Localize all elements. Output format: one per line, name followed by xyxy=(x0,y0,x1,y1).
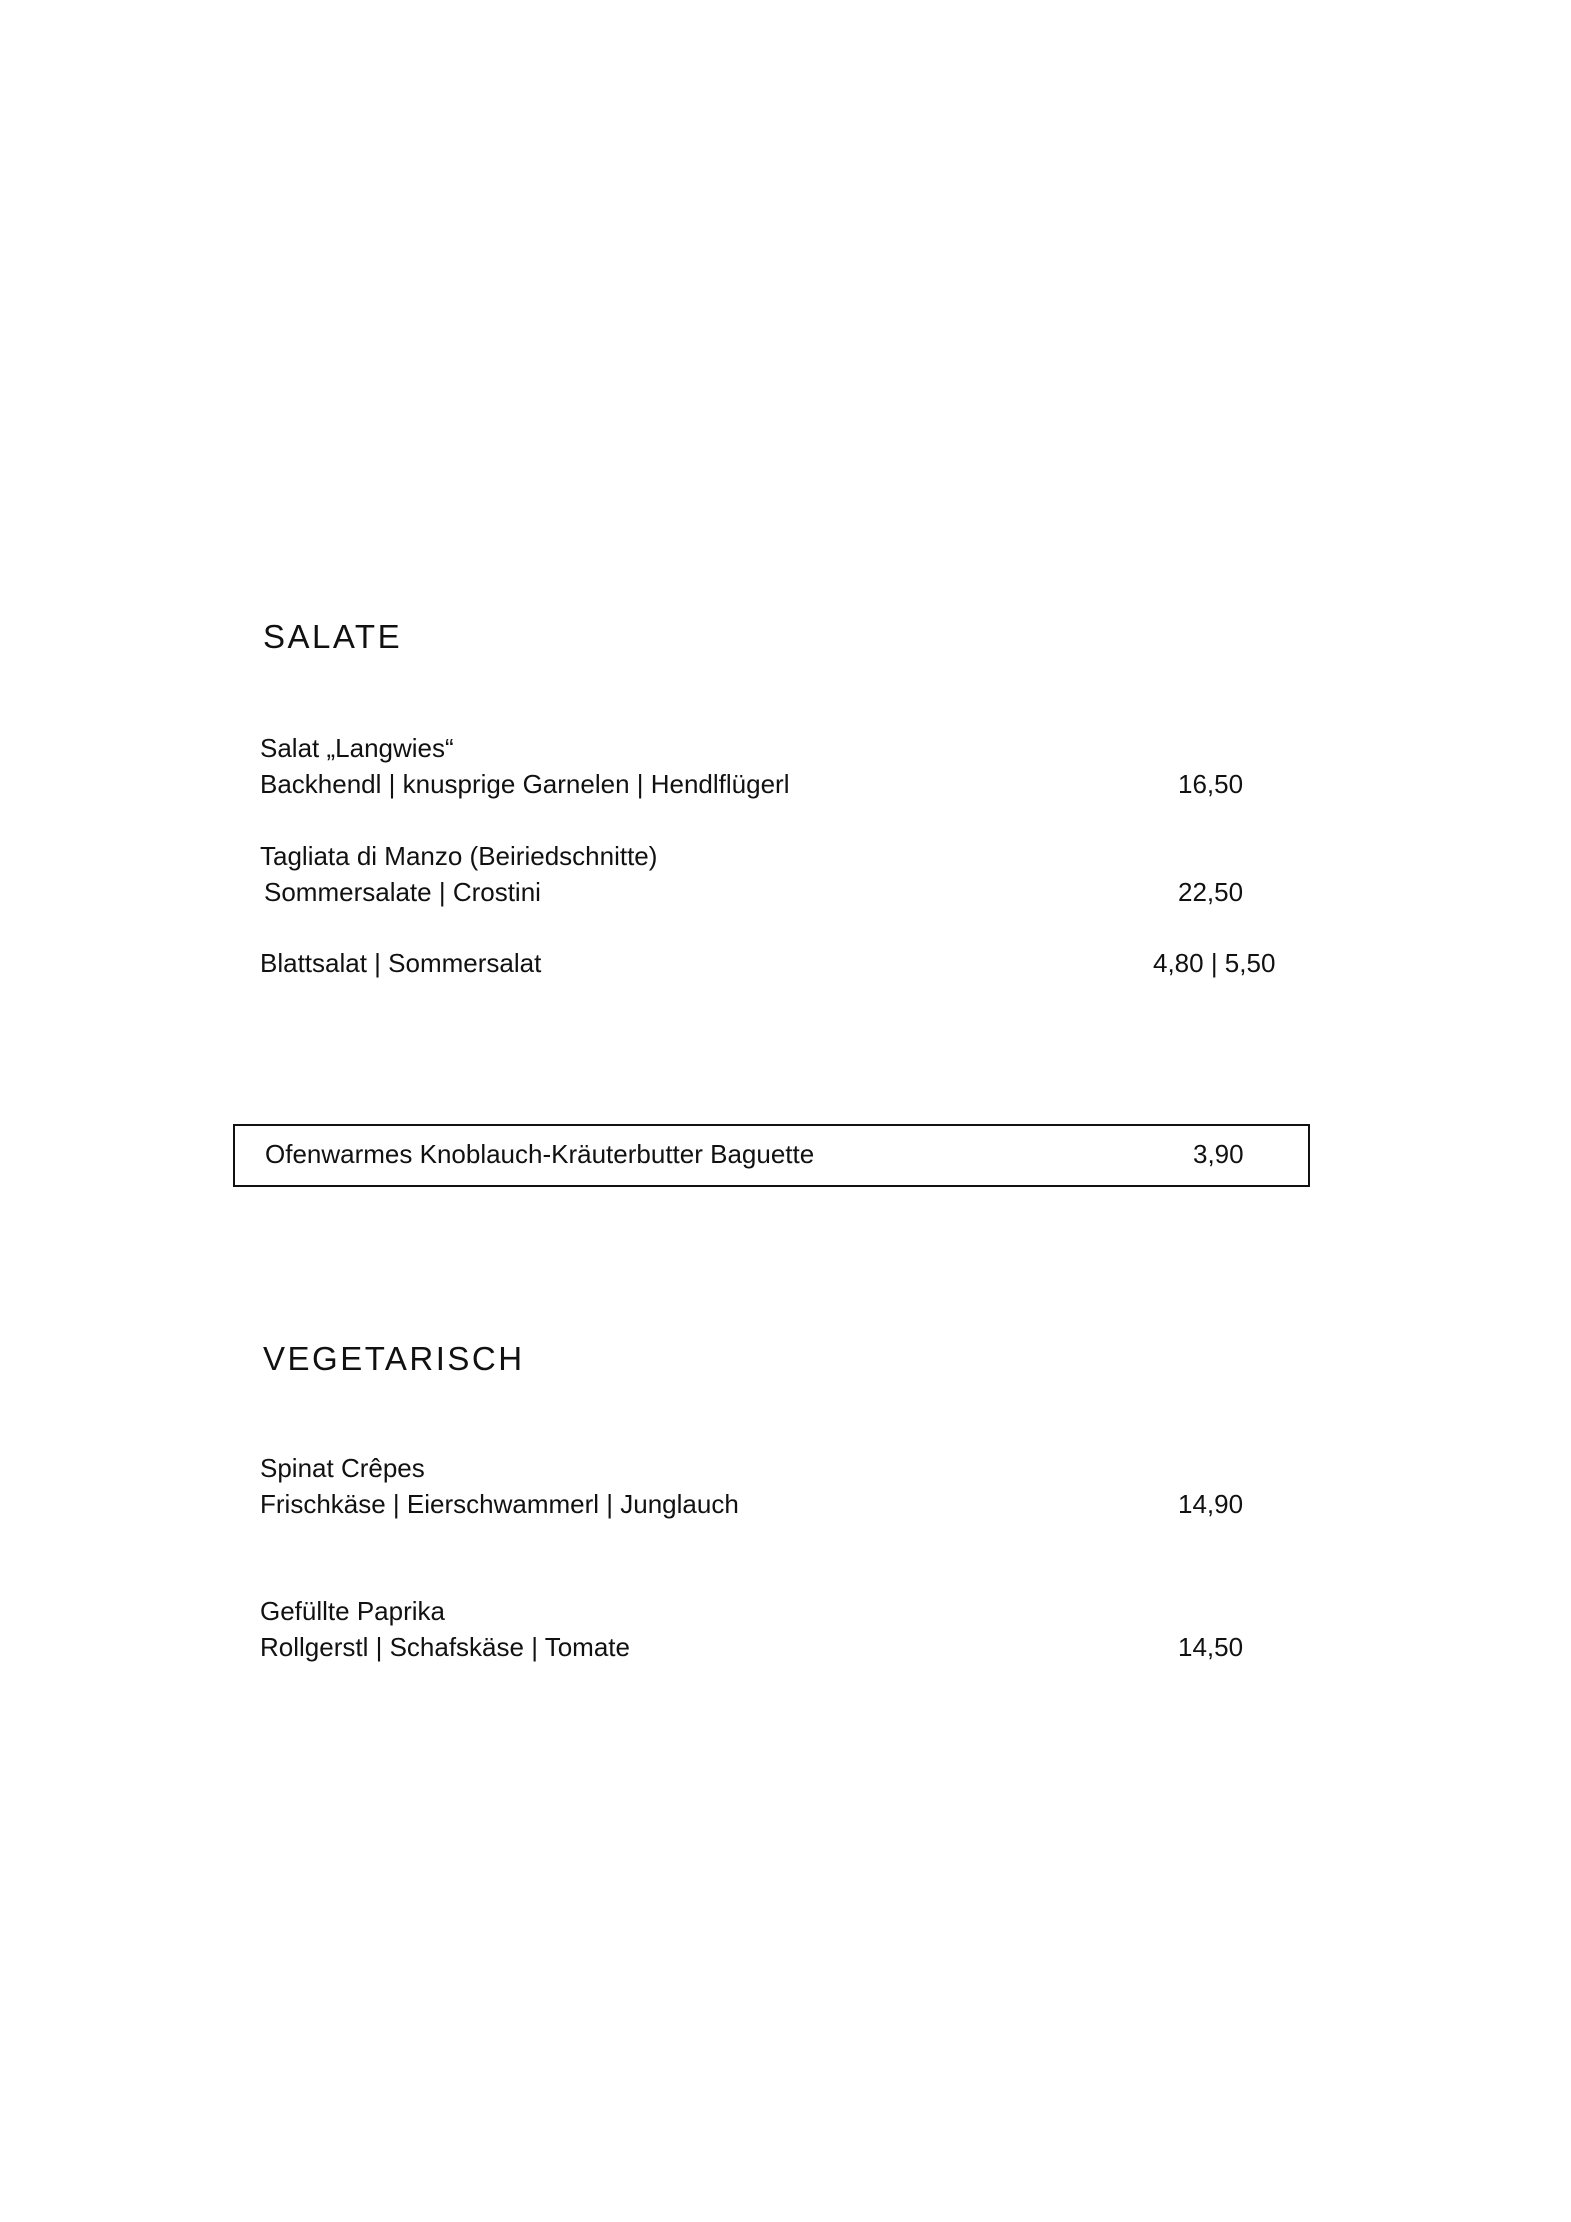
menu-item-name: Gefüllte Paprika xyxy=(260,1596,445,1626)
highlight-label: Ofenwarmes Knoblauch-Kräuterbutter Baguette xyxy=(265,1139,815,1169)
menu-item-name: Tagliata di Manzo (Beiriedschnitte) xyxy=(260,841,658,871)
menu-item-description: Rollgerstl | Schafskäse | Tomate xyxy=(260,1632,630,1662)
menu-item-description: Backhendl | knusprige Garnelen | Hendlflügerl xyxy=(260,769,790,799)
menu-item-description: Sommersalate | Crostini xyxy=(264,877,541,907)
menu-item-price: 22,50 xyxy=(1178,877,1244,907)
menu-item-price: 4,80 | 5,50 xyxy=(1153,948,1276,978)
menu-item-price: 16,50 xyxy=(1178,769,1244,799)
menu-item-spinat-crepes xyxy=(260,1450,1300,1522)
highlight-box-baguette xyxy=(233,1124,1310,1187)
menu-item-name: Spinat Crêpes xyxy=(260,1453,425,1483)
menu-item-blattsalat xyxy=(260,945,1300,981)
section-title-vegetarisch: VEGETARISCH xyxy=(263,1340,525,1377)
menu-item-price: 14,50 xyxy=(1178,1632,1244,1662)
menu-item-tagliata xyxy=(260,838,1300,910)
section-title-salate: SALATE xyxy=(263,618,403,655)
menu-item-name: Blattsalat | Sommersalat xyxy=(260,948,542,978)
menu-item-description: Frischkäse | Eierschwammerl | Junglauch xyxy=(260,1489,739,1519)
menu-item-gefuellte-paprika xyxy=(260,1593,1300,1665)
highlight-price: 3,90 xyxy=(1193,1139,1244,1169)
menu-item-salat-langwies xyxy=(260,730,1300,802)
menu-item-price: 14,90 xyxy=(1178,1489,1244,1519)
menu-item-name: Salat „Langwies“ xyxy=(260,733,454,763)
